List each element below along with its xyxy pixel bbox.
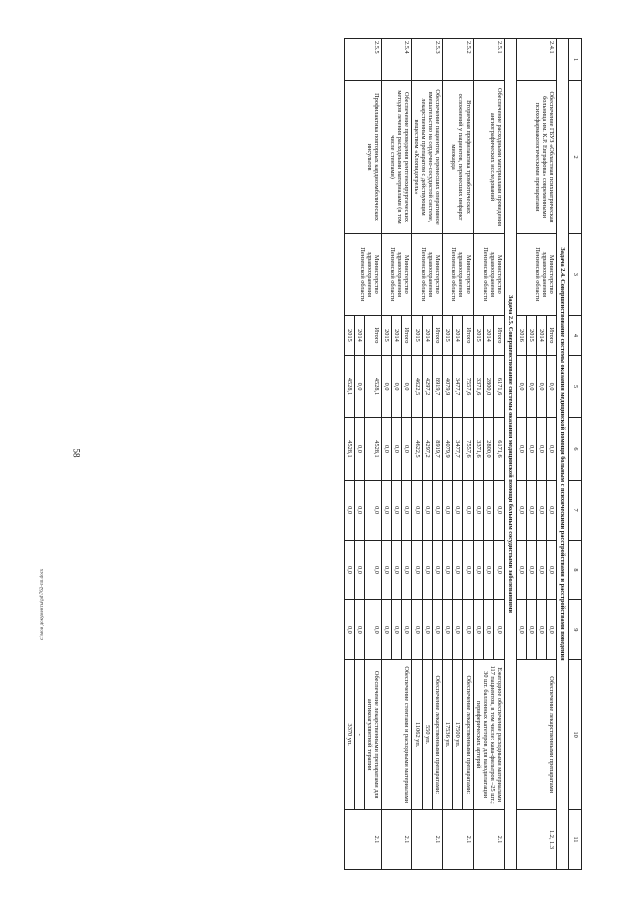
table-row: [433, 39, 443, 870]
expected-result: 550 уп.: [422, 660, 432, 810]
expected-result: Ежегодное обеспечение расходными материалами 117 пациентов, в том числе: кава-фильтров –25 шт.; 30 шт. баллонных катетеров для вазодилатации периферических артерий: [473, 660, 504, 810]
value-cell: 0,0: [364, 480, 381, 540]
value-cell: 0,0: [516, 600, 526, 660]
value-cell: 0,0: [546, 480, 556, 540]
col-header: 8: [569, 540, 582, 600]
value-cell: 0,0: [526, 540, 536, 600]
year-cell: 2015: [344, 315, 354, 355]
measure-name: Обеспечение расходными материалами проведения ангиографических исследований: [473, 81, 504, 233]
value-cell: 0,0: [392, 600, 402, 660]
year-cell: Итого: [494, 315, 504, 355]
expected-result: 11062 уп.: [412, 660, 422, 810]
value-cell: 0,0: [402, 540, 412, 600]
value-cell: 0,0: [392, 418, 402, 480]
value-cell: 0,0: [344, 480, 354, 540]
col-header: 2: [569, 81, 582, 233]
value-cell: 0,0: [483, 600, 493, 660]
indicator-ref: 2.1: [344, 810, 381, 870]
measures-table: [344, 38, 582, 870]
col-header: 6: [569, 418, 582, 480]
year-cell: 2014: [392, 315, 402, 355]
task-heading-row: [504, 39, 516, 870]
value-cell: 0,0: [494, 480, 504, 540]
value-cell: 7557,6: [463, 418, 473, 480]
col-header: 7: [569, 480, 582, 540]
value-cell: 0,0: [483, 480, 493, 540]
year-cell: 2014: [483, 315, 493, 355]
year-cell: 2014: [536, 315, 546, 355]
year-cell: Итого: [402, 315, 412, 355]
measure-id: 2.5.1: [473, 39, 504, 81]
value-cell: 0,0: [402, 600, 412, 660]
table-row: [494, 39, 504, 870]
value-cell: 0,0: [382, 355, 392, 417]
col-header: 1: [569, 39, 582, 81]
value-cell: 6171,6: [494, 418, 504, 480]
measure-id: 2.5.5: [344, 39, 381, 81]
value-cell: 0,0: [516, 418, 526, 480]
value-cell: 0,0: [344, 540, 354, 600]
value-cell: 3371,6: [473, 418, 483, 480]
value-cell: 0,0: [443, 540, 453, 600]
value-cell: 4528,1: [344, 418, 354, 480]
value-cell: 4528,1: [364, 355, 381, 417]
footer-file-path: c:\мои документы\pd\762-пп.docx: [40, 568, 45, 640]
value-cell: 0,0: [382, 418, 392, 480]
value-cell: 4297,2: [422, 418, 432, 480]
year-cell: 2015: [443, 315, 453, 355]
value-cell: 0,0: [526, 418, 536, 480]
value-cell: 0,0: [433, 540, 443, 600]
executor: Министерство здравоохранения Пензенской области: [382, 233, 412, 315]
value-cell: 0,0: [412, 600, 422, 660]
value-cell: 0,0: [443, 600, 453, 660]
expected-result: Обеспечение стентами и расходными материалами: [382, 660, 412, 810]
year-cell: Итого: [364, 315, 381, 355]
value-cell: 3477,7: [453, 418, 463, 480]
year-cell: Итого: [463, 315, 473, 355]
value-cell: 0,0: [536, 480, 546, 540]
col-header: 9: [569, 600, 582, 660]
value-cell: 0,0: [354, 418, 364, 480]
value-cell: 0,0: [494, 540, 504, 600]
expected-result: Обеспечение лекарственными препаратами:: [433, 660, 443, 810]
measure-id: 2.5.4: [382, 39, 412, 81]
value-cell: 0,0: [354, 600, 364, 660]
table-row: [402, 39, 412, 870]
executor: Министерство здравоохранения Пензенской области: [344, 233, 381, 315]
measure-name: Обеспечение проведения рентгенхирургических методов лечения расходными материалами (в том числе стентами): [382, 81, 412, 233]
value-cell: 0,0: [536, 540, 546, 600]
value-cell: 4622,5: [412, 355, 422, 417]
value-cell: 0,0: [392, 540, 402, 600]
value-cell: 0,0: [516, 480, 526, 540]
indicator-ref: 2.1: [473, 810, 504, 870]
value-cell: 0,0: [453, 540, 463, 600]
executor: Министерство здравоохранения Пензенской области: [473, 233, 504, 315]
value-cell: 0,0: [412, 480, 422, 540]
measure-id: 2.5.2: [443, 39, 473, 81]
indicator-ref: 2.1: [412, 810, 443, 870]
value-cell: 0,0: [412, 540, 422, 600]
measure-name: Обеспечение пациентов, перенесших оперативное вмешательство на сердечно-сосудистой системе, лекарственным препаратом с действующим веществом «Клопидогрель»: [412, 81, 443, 233]
value-cell: 2800,0: [483, 355, 493, 417]
measure-name: Обеспечение ГБУЗ «Областная психиатрическая больница им. К.Р. Евграфова» современными психофармакологическими препаратами: [516, 81, 556, 233]
value-cell: 0,0: [483, 540, 493, 600]
program-table-sheet: [344, 38, 582, 870]
expected-result: 3370 уп.: [344, 660, 354, 810]
executor: Министерство здравоохранения Пензенской области: [443, 233, 473, 315]
value-cell: 0,0: [433, 600, 443, 660]
table-row: [463, 39, 473, 870]
year-cell: Итого: [546, 315, 556, 355]
value-cell: 4528,1: [364, 418, 381, 480]
value-cell: 0,0: [546, 418, 556, 480]
value-cell: 0,0: [382, 480, 392, 540]
col-header: 10: [569, 660, 582, 810]
expected-result: -: [354, 660, 364, 810]
value-cell: 0,0: [364, 600, 381, 660]
executor: Министерство здравоохранения Пензенской области: [516, 233, 556, 315]
value-cell: 4622,5: [412, 418, 422, 480]
value-cell: 0,0: [402, 480, 412, 540]
year-cell: 2014: [453, 315, 463, 355]
value-cell: 0,0: [546, 540, 556, 600]
value-cell: 0,0: [526, 600, 536, 660]
task-heading-row: [556, 39, 568, 870]
col-header: 4: [569, 315, 582, 355]
value-cell: 0,0: [536, 600, 546, 660]
year-cell: 2016: [516, 315, 526, 355]
value-cell: 0,0: [516, 540, 526, 600]
table-row: [546, 39, 556, 870]
value-cell: 0,0: [526, 480, 536, 540]
expected-result: Обеспечение лекарственными препаратами:: [463, 660, 473, 810]
value-cell: 0,0: [453, 600, 463, 660]
value-cell: 4079,9: [443, 355, 453, 417]
year-cell: 2015: [473, 315, 483, 355]
value-cell: 0,0: [463, 480, 473, 540]
value-cell: 0,0: [546, 600, 556, 660]
year-cell: 2015: [526, 315, 536, 355]
page-number: 58: [71, 448, 82, 458]
value-cell: 0,0: [453, 480, 463, 540]
year-cell: 2014: [354, 315, 364, 355]
value-cell: 8919,7: [433, 418, 443, 480]
value-cell: 0,0: [354, 355, 364, 417]
value-cell: 0,0: [422, 540, 432, 600]
col-header: 3: [569, 233, 582, 315]
year-cell: 2015: [382, 315, 392, 355]
value-cell: 0,0: [433, 480, 443, 540]
measure-id: 2.5.3: [412, 39, 443, 81]
value-cell: 0,0: [516, 355, 526, 417]
value-cell: 4528,1: [344, 355, 354, 417]
value-cell: 3477,7: [453, 355, 463, 417]
executor: Министерство здравоохранения Пензенской области: [412, 233, 443, 315]
value-cell: 0,0: [344, 600, 354, 660]
indicator-ref: 2.1: [382, 810, 412, 870]
indicator-ref: 2.1: [443, 810, 473, 870]
column-number-row: [569, 39, 582, 870]
value-cell: 0,0: [382, 540, 392, 600]
value-cell: 0,0: [443, 480, 453, 540]
measure-name: Вторичная профилактика тромботических осложнений у пациентов, перенесших инфаркт миокарда: [443, 81, 473, 233]
col-header: 11: [569, 810, 582, 870]
expected-result: 17536 уп.: [443, 660, 453, 810]
value-cell: 4079,9: [443, 418, 453, 480]
value-cell: 0,0: [473, 480, 483, 540]
value-cell: 0,0: [473, 600, 483, 660]
measure-id: 2.4.1: [516, 39, 556, 81]
value-cell: 0,0: [494, 600, 504, 660]
value-cell: 3371,6: [473, 355, 483, 417]
value-cell: 8919,7: [433, 355, 443, 417]
value-cell: 0,0: [382, 600, 392, 660]
value-cell: 0,0: [473, 540, 483, 600]
value-cell: 0,0: [526, 355, 536, 417]
value-cell: 0,0: [422, 480, 432, 540]
value-cell: 7557,6: [463, 355, 473, 417]
value-cell: 0,0: [392, 480, 402, 540]
col-header: 5: [569, 355, 582, 417]
value-cell: 0,0: [546, 355, 556, 417]
value-cell: 0,0: [463, 540, 473, 600]
year-cell: Итого: [433, 315, 443, 355]
indicator-ref: 1.2, 1.3: [516, 810, 556, 870]
value-cell: 0,0: [354, 480, 364, 540]
expected-result: Обеспечение лекарственными препаратами для антикоагулянтной терапии: [364, 660, 381, 810]
value-cell: 0,0: [402, 355, 412, 417]
expected-result: Обеспечение лекарственными препаратами: [516, 660, 556, 810]
value-cell: 0,0: [463, 600, 473, 660]
value-cell: 0,0: [536, 355, 546, 417]
table-row: [364, 39, 381, 870]
task-2-5-heading: Задача 2.5. Совершенствование системы оказания медицинской помощи больным сосудистыми заболеваниями: [504, 39, 516, 870]
value-cell: 0,0: [364, 540, 381, 600]
expected-result: 17500 уп.: [453, 660, 463, 810]
value-cell: 6171,6: [494, 355, 504, 417]
year-cell: 2015: [412, 315, 422, 355]
value-cell: 0,0: [536, 418, 546, 480]
year-cell: 2014: [422, 315, 432, 355]
value-cell: 0,0: [392, 355, 402, 417]
value-cell: 2800,0: [483, 418, 493, 480]
value-cell: 0,0: [354, 540, 364, 600]
measure-name: Профилактика повторных кардиоэмболических инсультов: [344, 81, 381, 233]
value-cell: 4297,2: [422, 355, 432, 417]
task-2-4-heading: Задача 2.4. Совершенствование системы оказания медицинской помощи больным с психическими расстройствами и расстройствами поведения: [556, 39, 568, 870]
value-cell: 0,0: [422, 600, 432, 660]
value-cell: 0,0: [402, 418, 412, 480]
